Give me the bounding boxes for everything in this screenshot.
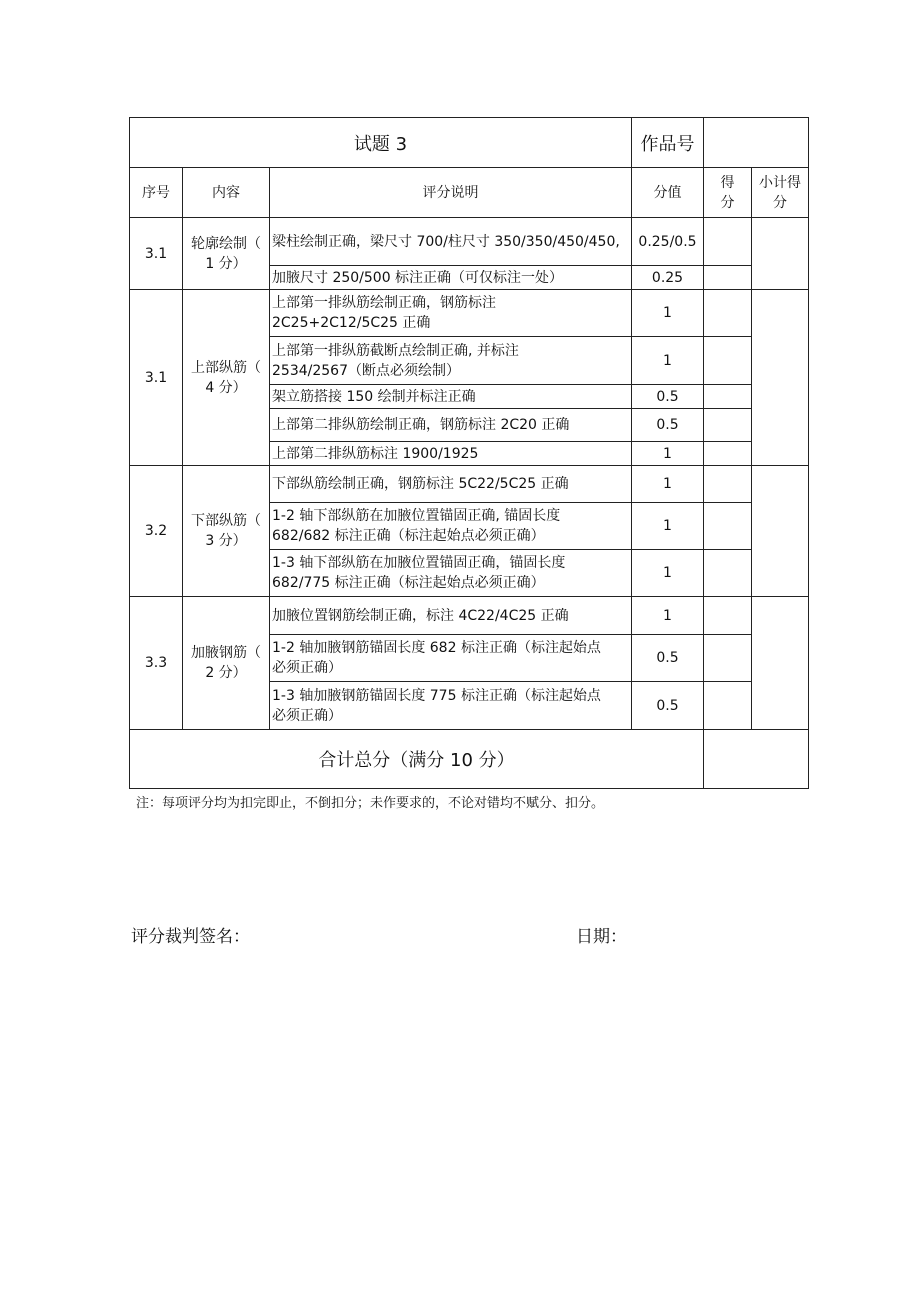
criterion-points <box>631 408 704 442</box>
section-content <box>182 465 270 597</box>
section-content-text: 上部纵筋（ 4 分） <box>191 359 261 396</box>
criterion-points-text: 0.25 <box>651 269 684 286</box>
criterion-points <box>631 681 704 730</box>
criterion-score-input[interactable] <box>703 549 752 597</box>
criterion-points-text: 1 <box>663 607 672 624</box>
criterion-points <box>631 441 704 466</box>
criterion-desc-text: 上部第二排纵筋绘制正确，钢筋标注 2C20 正确 <box>272 417 570 433</box>
section-seq-text: 3.1 <box>144 245 168 262</box>
criterion-desc-text: 下部纵筋绘制正确，钢筋标注 5C22/5C25 正确 <box>272 476 569 492</box>
section-seq <box>129 596 183 730</box>
criterion-points <box>631 289 704 337</box>
criterion-score-input[interactable] <box>703 289 752 337</box>
criterion-points <box>631 596 704 635</box>
criterion-score-input[interactable] <box>703 336 752 385</box>
col-points-header <box>631 167 704 218</box>
criterion-points-text: 1 <box>663 352 672 369</box>
section-content <box>182 596 270 730</box>
criterion-points-text: 1 <box>663 305 672 321</box>
col-seq-header <box>129 167 183 218</box>
criterion-points <box>631 336 704 385</box>
criterion-desc <box>269 465 632 503</box>
criterion-points-text: 0.5 <box>656 697 679 714</box>
criterion-points-text: 1 <box>663 518 672 534</box>
section-seq <box>129 465 183 597</box>
criterion-points-text: 0.5 <box>656 417 679 433</box>
criterion-score-input[interactable] <box>703 465 752 503</box>
footnote: 注：每项评分均为扣完即止，不倒扣分；未作要求的，不论对错均不赋分、扣分。 <box>136 796 605 811</box>
criterion-desc <box>269 336 632 385</box>
criterion-desc-text: 上部第一排纵筋绘制正确，钢筋标注 2C25+2C12/5C25 正确 <box>272 295 496 331</box>
criterion-desc-text: 1-3 轴下部纵筋在加腋位置锚固正确，锚固长度 682/775 标注正确（标注起始点必须正确） <box>272 555 566 591</box>
col-seq-header-text: 序号 <box>142 184 170 201</box>
date-label: 日期： <box>576 927 627 947</box>
col-score-header <box>703 167 752 218</box>
section-seq-text: 3.1 <box>144 369 168 386</box>
criterion-score-input[interactable] <box>703 217 752 266</box>
criterion-points <box>631 549 704 597</box>
scoring-table <box>130 118 810 790</box>
section-content-text: 加腋钢筋（ 2 分） <box>191 645 261 681</box>
criterion-desc <box>269 441 632 466</box>
criterion-desc-text: 上部第二排纵筋标注 1900/1925 <box>272 445 479 462</box>
criterion-points <box>631 265 704 290</box>
criterion-score-input[interactable] <box>703 502 752 550</box>
section-subtotal-input[interactable] <box>751 289 809 466</box>
title-cell-text: 试题 3 <box>353 133 408 155</box>
criterion-points <box>631 384 704 409</box>
criterion-desc <box>269 681 632 730</box>
title-cell <box>129 117 632 168</box>
total-score-input[interactable] <box>703 729 809 789</box>
col-score-header-text: 得 分 <box>720 174 735 211</box>
section-seq-text: 3.3 <box>144 655 168 671</box>
criterion-score-input[interactable] <box>703 408 752 442</box>
criterion-desc <box>269 502 632 550</box>
criterion-points <box>631 465 704 503</box>
col-points-header-text: 分值 <box>653 184 682 201</box>
col-subtotal-header-text: 小计得 分 <box>759 174 801 211</box>
section-subtotal-input[interactable] <box>751 217 809 290</box>
criterion-points-text: 1 <box>663 476 672 492</box>
col-desc-header <box>269 167 632 218</box>
col-content-header <box>182 167 270 218</box>
section-seq <box>129 217 183 290</box>
criterion-desc <box>269 408 632 442</box>
criterion-score-input[interactable] <box>703 634 752 682</box>
criterion-score-input[interactable] <box>703 265 752 290</box>
criterion-desc-text: 1-3 轴加腋钢筋锚固长度 775 标注正确（标注起始点 必须正确） <box>272 687 601 724</box>
criterion-points-text: 0.5 <box>656 650 679 666</box>
criterion-points-text: 1 <box>663 445 672 462</box>
criterion-desc-text: 架立筋搭接 150 绘制并标注正确 <box>272 388 476 405</box>
col-subtotal-header <box>751 167 809 218</box>
criterion-desc <box>269 549 632 597</box>
criterion-score-input[interactable] <box>703 441 752 466</box>
criterion-desc <box>269 596 632 635</box>
criterion-desc-text: 1-2 轴下部纵筋在加腋位置锚固正确, 锚固长度 682/682 标注正确（标注起始点必须正确） <box>272 508 561 544</box>
section-subtotal-input[interactable] <box>751 465 809 597</box>
criterion-desc <box>269 634 632 682</box>
col-content-header-text: 内容 <box>212 184 240 201</box>
criterion-desc <box>269 384 632 409</box>
criterion-points-text: 1 <box>663 565 672 581</box>
section-seq-text: 3.2 <box>144 523 168 539</box>
section-subtotal-input[interactable] <box>751 596 809 730</box>
criterion-desc-text: 上部第一排纵筋截断点绘制正确, 并标注 2534/2567（断点必须绘制） <box>272 342 519 379</box>
section-content <box>182 217 270 290</box>
criterion-points-text: 0.5 <box>656 388 679 405</box>
section-content-text: 轮廓绘制（ 1 分） <box>191 235 261 272</box>
criterion-points <box>631 634 704 682</box>
work-no-label-cell <box>631 117 704 168</box>
section-seq <box>129 289 183 466</box>
criterion-desc <box>269 289 632 337</box>
section-content-text: 下部纵筋（ 3 分） <box>191 513 261 549</box>
criterion-desc-text: 梁柱绘制正确，梁尺寸 700/柱尺寸 350/350/450/450, <box>272 233 620 250</box>
col-desc-header-text: 评分说明 <box>422 184 479 201</box>
criterion-points-text: 0.25/0.5 <box>638 233 697 250</box>
criterion-desc-text: 加腋位置钢筋绘制正确，标注 4C22/4C25 正确 <box>272 607 569 624</box>
criterion-desc <box>269 265 632 290</box>
section-content <box>182 289 270 466</box>
criterion-points <box>631 217 704 266</box>
criterion-score-input[interactable] <box>703 384 752 409</box>
criterion-score-input[interactable] <box>703 681 752 730</box>
criterion-desc-text: 加腋尺寸 250/500 标注正确（可仅标注一处） <box>272 269 564 286</box>
judge-signature-label: 评分裁判签名： <box>131 927 250 947</box>
work-no-input[interactable] <box>703 117 809 168</box>
work-no-label-cell-text: 作品号 <box>640 133 695 155</box>
criterion-desc <box>269 217 632 266</box>
criterion-desc-text: 1-2 轴加腋钢筋锚固长度 682 标注正确（标注起始点 必须正确） <box>272 640 601 676</box>
criterion-score-input[interactable] <box>703 596 752 635</box>
total-label-cell <box>129 729 704 789</box>
total-label-cell-text: 合计总分（满分 10 分） <box>318 750 515 771</box>
criterion-points <box>631 502 704 550</box>
